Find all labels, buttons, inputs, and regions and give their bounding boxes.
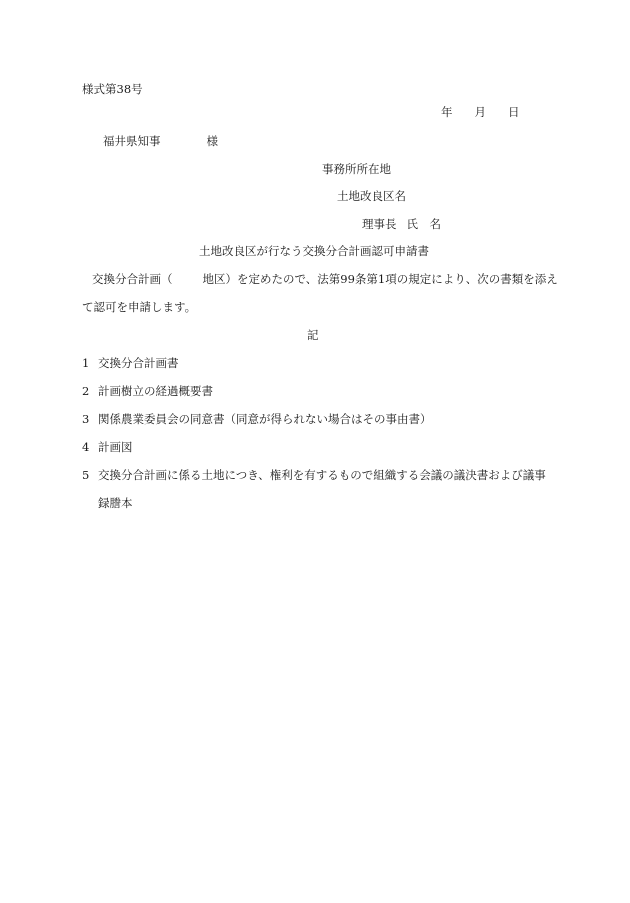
item-number: 3 bbox=[82, 412, 90, 426]
list-item bbox=[82, 467, 546, 483]
body-line-1 bbox=[92, 271, 558, 287]
addressee-honorific: 様 bbox=[206, 134, 218, 148]
item-number: 4 bbox=[82, 440, 90, 454]
list-item bbox=[82, 411, 432, 427]
item-continuation: 録謄本 bbox=[98, 496, 133, 510]
item-text: 関係農業委員会の同意書（同意が得られない場合はその事由書） bbox=[98, 412, 432, 426]
item-number: 1 bbox=[82, 356, 90, 370]
form-number: 様式第38号 bbox=[82, 82, 143, 96]
date-line bbox=[441, 104, 520, 120]
item-number: 5 bbox=[82, 468, 90, 482]
district-name-label: 土地改良区名 bbox=[337, 189, 406, 203]
item-text: 交換分合計画書 bbox=[98, 356, 179, 370]
date-year: 年 bbox=[441, 105, 453, 119]
item-number: 2 bbox=[82, 384, 90, 398]
chairman-title: 理事長 bbox=[362, 217, 397, 231]
chairman-name-label: 氏 名 bbox=[406, 217, 441, 231]
office-address-label: 事務所所在地 bbox=[322, 162, 391, 176]
item-text: 計画樹立の経過概要書 bbox=[98, 384, 213, 398]
body-line-2: て認可を申請します。 bbox=[82, 300, 197, 314]
document-title: 土地改良区が行なう交換分合計画認可申請書 bbox=[199, 244, 429, 258]
list-item bbox=[82, 439, 133, 455]
ki-heading: 記 bbox=[307, 328, 319, 342]
date-month: 月 bbox=[474, 105, 486, 119]
item-text: 交換分合計画に係る土地につき、権利を有するもので組織する会議の議決書および議事 bbox=[98, 468, 546, 482]
list-item bbox=[82, 383, 213, 399]
date-day: 日 bbox=[508, 105, 520, 119]
list-item bbox=[82, 355, 179, 371]
item-text: 計画図 bbox=[98, 440, 133, 454]
body-line1-suffix: 地区）を定めたので、法第99条第1項の規定により、次の書類を添え bbox=[202, 272, 558, 286]
body-line1-prefix: 交換分合計画（ bbox=[92, 272, 173, 286]
addressee bbox=[103, 133, 218, 149]
addressee-name: 福井県知事 bbox=[103, 134, 161, 148]
chairman-line bbox=[362, 216, 441, 232]
